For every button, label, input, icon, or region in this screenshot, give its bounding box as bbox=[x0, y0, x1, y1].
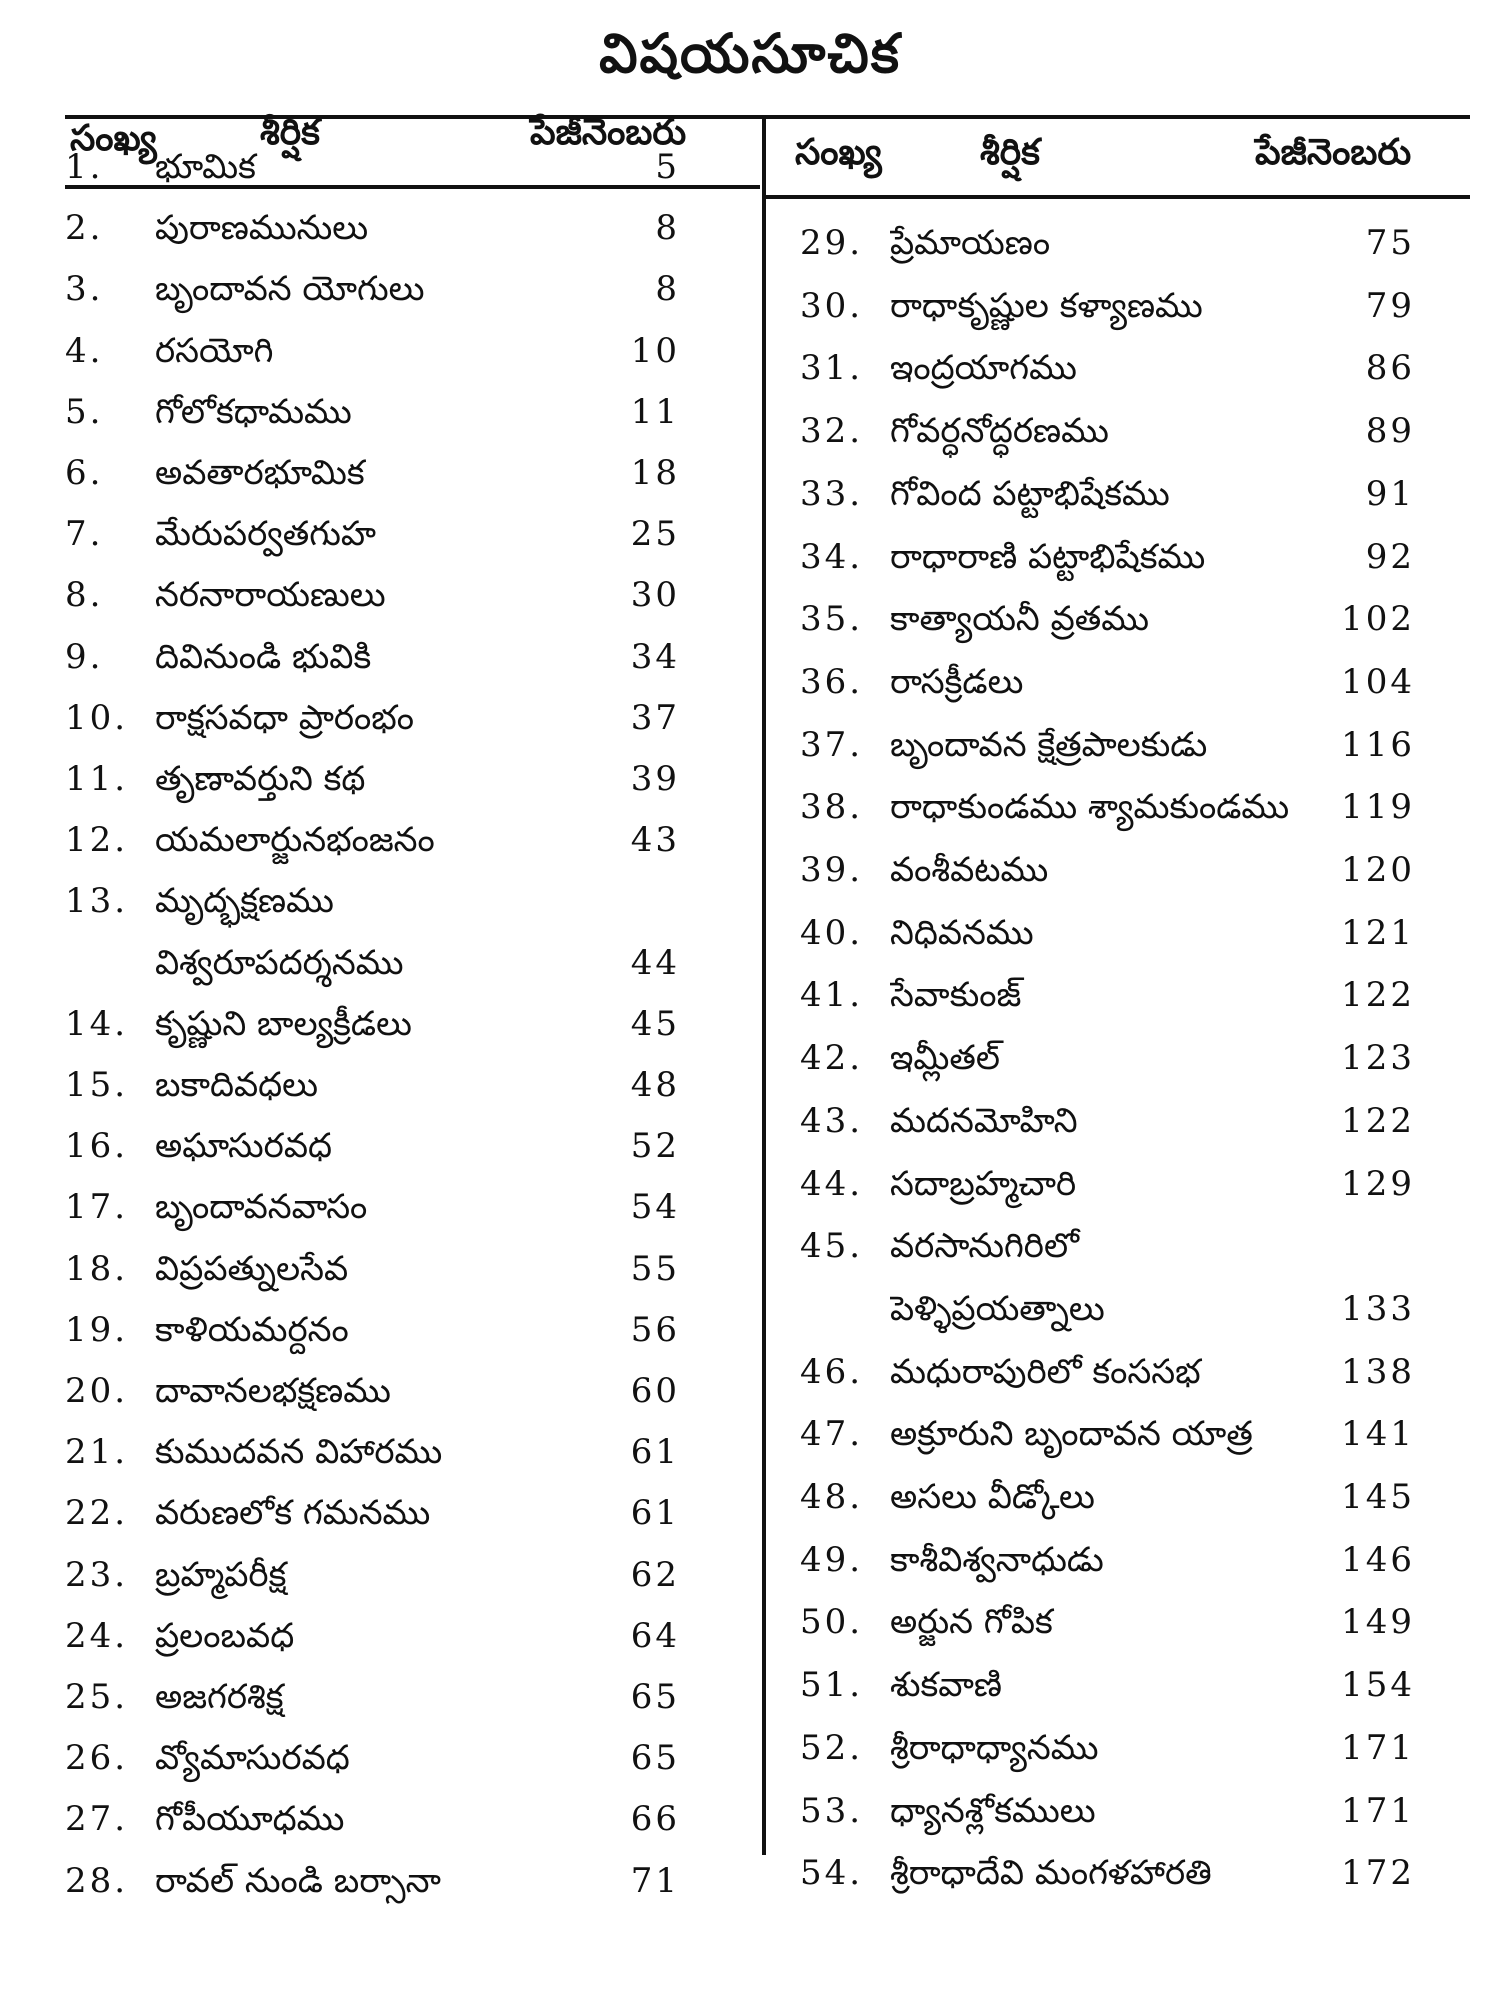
toc-title: పెళ్ళిప్రయత్నాలు bbox=[890, 1288, 1105, 1329]
toc-page-number: 61 bbox=[630, 1432, 680, 1473]
toc-row bbox=[65, 1555, 680, 1605]
toc-page-number: 60 bbox=[630, 1371, 680, 1411]
toc-title: బ్రహ్మపరీక్ష bbox=[155, 1554, 287, 1595]
toc-page-number: 79 bbox=[1365, 285, 1415, 326]
toc-title: అవతారభూమిక bbox=[155, 453, 365, 493]
toc-row bbox=[800, 975, 1415, 1025]
toc-row bbox=[800, 1665, 1415, 1715]
toc-number: 29. bbox=[800, 223, 864, 263]
toc-page-number: 54 bbox=[630, 1187, 680, 1228]
toc-row bbox=[800, 1853, 1415, 1903]
toc-page-number: 89 bbox=[1365, 411, 1415, 452]
header-heading-left: శీర్షిక bbox=[260, 112, 320, 153]
toc-page-number: 171 bbox=[1341, 1790, 1415, 1831]
toc-number: 31. bbox=[800, 348, 864, 389]
toc-number: 36. bbox=[800, 661, 864, 702]
toc-number: 1. bbox=[65, 147, 104, 187]
toc-row bbox=[65, 269, 680, 319]
toc-page-number: 66 bbox=[630, 1799, 680, 1840]
toc-page-number: 121 bbox=[1341, 912, 1415, 953]
toc-row bbox=[800, 411, 1415, 461]
page-title: విషయసూచిక bbox=[599, 22, 901, 85]
toc-number: 12. bbox=[65, 820, 129, 861]
toc-row bbox=[800, 1602, 1415, 1652]
toc-title: విశ్వరూపదర్శనము bbox=[155, 942, 404, 983]
toc-title: దావానలభక్షణము bbox=[155, 1371, 391, 1411]
toc-title: గోపీయూధము bbox=[155, 1799, 345, 1840]
toc-page-number: 129 bbox=[1341, 1163, 1415, 1204]
toc-title: అఘాసురవధ bbox=[155, 1126, 333, 1167]
toc-title: భూమిక bbox=[155, 147, 256, 187]
toc-number: 19. bbox=[65, 1309, 129, 1350]
column-divider bbox=[762, 115, 766, 1855]
toc-page-number: 104 bbox=[1341, 661, 1415, 702]
toc-number: 53. bbox=[800, 1790, 864, 1831]
toc-number: 32. bbox=[800, 411, 864, 452]
toc-number: 10. bbox=[65, 697, 129, 738]
toc-title: అజగరశిక్ష bbox=[155, 1677, 284, 1717]
toc-page-number: 102 bbox=[1341, 599, 1415, 640]
toc-page-number: 43 bbox=[630, 820, 680, 861]
toc-title: తృణావర్తుని కథ bbox=[155, 759, 366, 799]
toc-number: 16. bbox=[65, 1126, 129, 1167]
toc-page-number: 25 bbox=[630, 514, 680, 555]
toc-page-number: 65 bbox=[630, 1677, 680, 1717]
toc-number: 51. bbox=[800, 1665, 864, 1706]
toc-page-number: 120 bbox=[1341, 850, 1415, 890]
toc-title: మదనమోహిని bbox=[890, 1100, 1078, 1141]
toc-row bbox=[800, 599, 1415, 649]
toc-row bbox=[800, 1289, 1415, 1339]
toc-title: రాధాకుండము శ్యామకుండము bbox=[890, 787, 1290, 828]
toc-title: గోవింద పట్టాభిషేకము bbox=[890, 473, 1170, 514]
toc-row bbox=[65, 1371, 680, 1421]
toc-row bbox=[65, 514, 680, 564]
toc-number: 48. bbox=[800, 1477, 864, 1517]
toc-title: ప్రలంబవధ bbox=[155, 1615, 295, 1656]
toc-page-number: 18 bbox=[630, 453, 680, 493]
toc-row bbox=[65, 1861, 680, 1911]
toc-row bbox=[65, 392, 680, 442]
toc-number: 24. bbox=[65, 1615, 129, 1656]
toc-title: శ్రీరాధాదేవి మంగళహారతి bbox=[890, 1853, 1212, 1894]
toc-row bbox=[65, 453, 680, 503]
toc-title: నరనారాయణులు bbox=[155, 575, 386, 616]
toc-page-number: 56 bbox=[630, 1309, 680, 1350]
toc-page-number: 10 bbox=[630, 330, 680, 371]
toc-title: ధ్యానశ్లోకములు bbox=[890, 1790, 1096, 1831]
header-number-right: సంఖ్య bbox=[795, 132, 882, 173]
toc-title: గోలోకధామము bbox=[155, 391, 352, 432]
toc-title: రావల్ నుండి బర్సానా bbox=[155, 1860, 441, 1901]
toc-page-number: 30 bbox=[630, 575, 680, 616]
toc-number: 13. bbox=[65, 881, 129, 922]
toc-title: రాక్షసవధా ప్రారంభం bbox=[155, 697, 415, 738]
toc-title: రాసక్రీడలు bbox=[890, 661, 1024, 702]
toc-page-number: 39 bbox=[630, 759, 680, 799]
toc-number: 2. bbox=[65, 208, 104, 249]
toc-row bbox=[800, 725, 1415, 775]
toc-title: రాధాకృష్ణుల కళ్యాణము bbox=[890, 285, 1203, 326]
toc-row bbox=[800, 1414, 1415, 1464]
toc-row bbox=[65, 943, 680, 993]
toc-row bbox=[65, 1249, 680, 1299]
toc-number: 27. bbox=[65, 1799, 129, 1840]
toc-row bbox=[65, 698, 680, 748]
header-page-right: పేజీనెంబరు bbox=[1255, 132, 1412, 173]
toc-number: 34. bbox=[800, 536, 864, 577]
toc-number: 26. bbox=[65, 1738, 129, 1779]
toc-page-number: 48 bbox=[630, 1065, 680, 1105]
toc-page-number: 146 bbox=[1341, 1539, 1415, 1580]
toc-number: 18. bbox=[65, 1248, 129, 1289]
toc-row bbox=[65, 759, 680, 809]
toc-title: గోవర్ధనోద్ధరణము bbox=[890, 411, 1109, 452]
toc-title: సదాబ్రహ్మచారి bbox=[890, 1163, 1077, 1204]
toc-number: 6. bbox=[65, 453, 104, 493]
toc-number: 22. bbox=[65, 1493, 129, 1534]
toc-row bbox=[800, 1540, 1415, 1590]
toc-title: మేరుపర్వతగుహ bbox=[155, 514, 376, 555]
toc-row bbox=[65, 1187, 680, 1237]
toc-page-number: 145 bbox=[1341, 1477, 1415, 1517]
toc-title: విప్రపత్నులసేవ bbox=[155, 1248, 349, 1289]
toc-title: బృందావనవాసం bbox=[155, 1187, 368, 1228]
toc-title: కాత్యాయనీ వ్రతము bbox=[890, 599, 1149, 640]
toc-page-number: 8 bbox=[655, 208, 680, 249]
toc-title: మృద్భక్షణము bbox=[155, 881, 334, 922]
toc-page-number: 171 bbox=[1341, 1727, 1415, 1768]
toc-number: 21. bbox=[65, 1432, 129, 1473]
toc-title: బృందావన యోగులు bbox=[155, 269, 425, 310]
toc-page-number: 141 bbox=[1341, 1414, 1415, 1455]
toc-page-number: 62 bbox=[630, 1554, 680, 1595]
toc-title: యమలార్జునభంజనం bbox=[155, 820, 435, 861]
toc-page-number: 116 bbox=[1341, 724, 1415, 765]
toc-page-number: 52 bbox=[630, 1126, 680, 1167]
toc-number: 43. bbox=[800, 1100, 864, 1141]
toc-row bbox=[800, 787, 1415, 837]
toc-row bbox=[65, 1065, 680, 1115]
toc-number: 14. bbox=[65, 1003, 129, 1044]
toc-row bbox=[65, 331, 680, 381]
toc-title: బకాదివధలు bbox=[155, 1065, 319, 1105]
toc-title: అక్రూరుని బృందావన యాత్ర bbox=[890, 1414, 1253, 1455]
toc-number: 17. bbox=[65, 1187, 129, 1228]
toc-page-number: 45 bbox=[630, 1003, 680, 1044]
toc-title: నిధివనము bbox=[890, 912, 1034, 953]
toc-page-number: 91 bbox=[1365, 473, 1415, 514]
toc-title: వంశీవటము bbox=[890, 850, 1049, 890]
toc-number: 47. bbox=[800, 1414, 864, 1455]
toc-page-number: 154 bbox=[1341, 1665, 1415, 1706]
toc-title: ఇంద్రయాగము bbox=[890, 348, 1077, 389]
header-heading-right: శీర్షిక bbox=[980, 132, 1040, 173]
toc-row bbox=[65, 1432, 680, 1482]
toc-row bbox=[65, 1738, 680, 1788]
header-rule-right bbox=[764, 195, 1470, 199]
toc-row bbox=[65, 1677, 680, 1727]
toc-page-number: 8 bbox=[655, 269, 680, 310]
toc-row bbox=[65, 637, 680, 687]
toc-row bbox=[65, 1126, 680, 1176]
toc-page-number: 64 bbox=[630, 1615, 680, 1656]
toc-row bbox=[800, 1038, 1415, 1088]
toc-number: 33. bbox=[800, 473, 864, 514]
toc-number: 45. bbox=[800, 1226, 864, 1267]
toc-title: వరుణలోక గమనము bbox=[155, 1493, 431, 1534]
toc-page-number: 119 bbox=[1341, 787, 1415, 828]
toc-page-number: 122 bbox=[1341, 975, 1415, 1016]
toc-number: 20. bbox=[65, 1371, 129, 1411]
toc-number: 25. bbox=[65, 1677, 129, 1717]
toc-number: 52. bbox=[800, 1727, 864, 1768]
toc-number: 41. bbox=[800, 975, 864, 1016]
toc-number: 54. bbox=[800, 1853, 864, 1894]
toc-page-number: 75 bbox=[1365, 223, 1415, 263]
toc-title: ఇమ్లీతల్ bbox=[890, 1038, 1000, 1079]
toc-row bbox=[800, 348, 1415, 398]
header-number-left: సంఖ్య bbox=[70, 118, 157, 159]
toc-number: 7. bbox=[65, 514, 104, 555]
toc-row bbox=[800, 537, 1415, 587]
toc-number: 3. bbox=[65, 269, 104, 310]
toc-page-number: 122 bbox=[1341, 1100, 1415, 1141]
toc-row bbox=[65, 575, 680, 625]
toc-row bbox=[800, 1164, 1415, 1214]
toc-page-number: 123 bbox=[1341, 1038, 1415, 1079]
toc-number: 4. bbox=[65, 330, 104, 371]
toc-row bbox=[65, 208, 680, 258]
toc-number: 35. bbox=[800, 599, 864, 640]
toc-page-number: 34 bbox=[630, 636, 680, 677]
toc-page-number: 11 bbox=[630, 391, 680, 432]
toc-page-number: 71 bbox=[630, 1860, 680, 1901]
toc-row bbox=[65, 881, 680, 931]
toc-row bbox=[800, 662, 1415, 712]
toc-title: ప్రేమాయణం bbox=[890, 223, 1051, 263]
toc-row bbox=[800, 1226, 1415, 1276]
toc-row bbox=[800, 474, 1415, 524]
toc-number: 38. bbox=[800, 787, 864, 828]
toc-page-number: 37 bbox=[630, 697, 680, 738]
toc-title: అసలు వీడ్కోలు bbox=[890, 1477, 1095, 1517]
toc-title: బృందావన క్షేత్రపాలకుడు bbox=[890, 724, 1208, 765]
toc-title: రసయోగి bbox=[155, 330, 274, 371]
toc-row bbox=[65, 147, 680, 197]
toc-row bbox=[800, 1477, 1415, 1527]
toc-title: దివినుండి భువికి bbox=[155, 636, 372, 677]
toc-row bbox=[800, 1352, 1415, 1402]
toc-row bbox=[800, 850, 1415, 900]
toc-page-number: 133 bbox=[1341, 1288, 1415, 1329]
toc-row bbox=[800, 286, 1415, 336]
header-page-left: పేజీనెంబరు bbox=[530, 112, 687, 153]
toc-title: సేవాకుంజ్ bbox=[890, 975, 1022, 1016]
toc-number: 9. bbox=[65, 636, 104, 677]
toc-number: 50. bbox=[800, 1602, 864, 1643]
toc-number: 11. bbox=[65, 759, 129, 799]
toc-title: కృష్ణుని బాల్యక్రీడలు bbox=[155, 1003, 412, 1044]
toc-number: 23. bbox=[65, 1554, 129, 1595]
toc-number: 15. bbox=[65, 1065, 129, 1105]
toc-row bbox=[65, 1310, 680, 1360]
toc-page-number: 61 bbox=[630, 1493, 680, 1534]
toc-number: 37. bbox=[800, 724, 864, 765]
toc-number: 28. bbox=[65, 1860, 129, 1901]
toc-row bbox=[65, 820, 680, 870]
toc-page-number: 138 bbox=[1341, 1351, 1415, 1392]
toc-title: కాళియమర్దనం bbox=[155, 1309, 349, 1350]
toc-number: 42. bbox=[800, 1038, 864, 1079]
toc-title: శుకవాణి bbox=[890, 1665, 1002, 1706]
toc-title: వ్యోమాసురవధ bbox=[155, 1738, 350, 1779]
toc-row bbox=[800, 1791, 1415, 1841]
toc-page-number: 86 bbox=[1365, 348, 1415, 389]
toc-title: శ్రీరాధాధ్యానము bbox=[890, 1727, 1099, 1768]
toc-row bbox=[800, 1101, 1415, 1151]
toc-title: వరసానుగిరిలో bbox=[890, 1226, 1079, 1267]
toc-page-number: 55 bbox=[630, 1248, 680, 1289]
toc-number: 8. bbox=[65, 575, 104, 616]
toc-row bbox=[800, 1728, 1415, 1778]
toc-page-number: 5 bbox=[655, 147, 680, 187]
toc-title: పురాణమునులు bbox=[155, 208, 369, 249]
toc-row bbox=[65, 1004, 680, 1054]
toc-number: 30. bbox=[800, 285, 864, 326]
toc-number: 40. bbox=[800, 912, 864, 953]
toc-number: 46. bbox=[800, 1351, 864, 1392]
toc-row bbox=[800, 913, 1415, 963]
toc-number: 49. bbox=[800, 1539, 864, 1580]
toc-row bbox=[800, 223, 1415, 273]
toc-page-number: 44 bbox=[630, 942, 680, 983]
toc-row bbox=[65, 1493, 680, 1543]
toc-page-number: 92 bbox=[1365, 536, 1415, 577]
toc-number: 39. bbox=[800, 850, 864, 890]
toc-row bbox=[65, 1616, 680, 1666]
toc-number: 44. bbox=[800, 1163, 864, 1204]
toc-title: కుముదవన విహారము bbox=[155, 1432, 443, 1473]
toc-page-number: 172 bbox=[1341, 1853, 1415, 1894]
toc-title: రాధారాణి పట్టాభిషేకము bbox=[890, 536, 1206, 577]
toc-page-number: 149 bbox=[1341, 1602, 1415, 1643]
toc-title: అర్జున గోపిక bbox=[890, 1602, 1053, 1643]
toc-page-number: 65 bbox=[630, 1738, 680, 1779]
toc-row bbox=[65, 1799, 680, 1849]
toc-title: కాశీవిశ్వనాధుడు bbox=[890, 1539, 1104, 1580]
toc-number: 5. bbox=[65, 391, 104, 432]
toc-title: మధురాపురిలో కంససభ bbox=[890, 1351, 1201, 1392]
